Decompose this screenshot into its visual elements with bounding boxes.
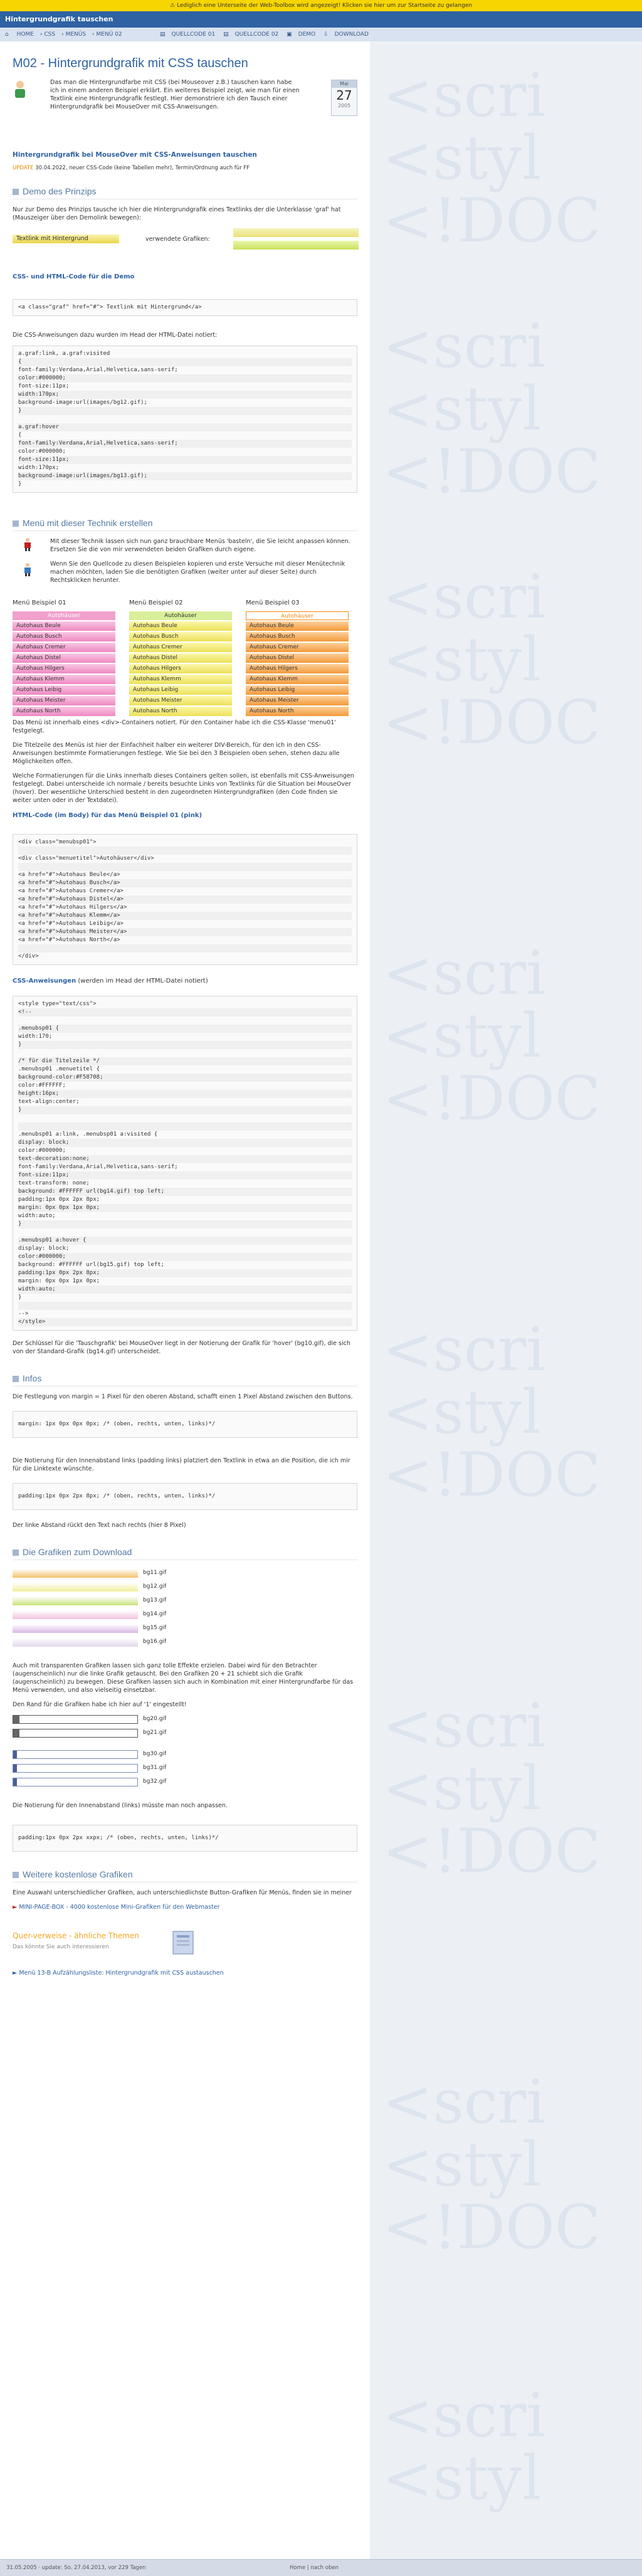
code-line: font-family:Verdana,Arial,Helvetica,sans-serif; bbox=[18, 1164, 178, 1170]
code-line: .menubsp01 a:hover { bbox=[18, 1237, 352, 1245]
dark-graphics-list bbox=[13, 1750, 357, 1789]
graphic-row bbox=[13, 1597, 357, 1608]
code-line: margin: 1px 0px 0px 0px; /* (oben, rechts, unten, links)*/ bbox=[18, 1421, 216, 1427]
graphic-swatch bbox=[13, 1569, 138, 1578]
decorative-sidebar: <scri <styl <!DOC <scri <styl <!DOC <scri <styl <!DOC <scri <styl <!DOC <scri <styl <!DOC <scri <styl <!DOC <scri <styl <!DOC <scri <styl bbox=[370, 41, 642, 2559]
code-line: a.graf:hover bbox=[18, 423, 352, 431]
main-content bbox=[0, 41, 370, 2559]
info-paragraph-1: Die Festlegung von margin = 1 Pixel für den oberen Abstand, schafft einen 1 Pixel Abstand zwischen den Buttons. bbox=[13, 1393, 353, 1400]
graphic-row bbox=[13, 1610, 357, 1622]
code-line: background: #FFFFFF url(bg14.gif) top left; bbox=[18, 1188, 352, 1196]
graphic-row bbox=[13, 1583, 357, 1594]
code-line: <a href="#">Autohaus North</a> bbox=[18, 937, 120, 943]
date-day: 27 bbox=[336, 88, 352, 103]
crumb-css[interactable]: CSS bbox=[44, 31, 56, 38]
code-line: font-family:Verdana,Arial,Helvetica,sans-serif; bbox=[18, 440, 352, 448]
menu-item[interactable]: Autohaus Klemm bbox=[13, 675, 115, 684]
download-code bbox=[13, 1825, 357, 1852]
demo-code-heading: CSS- und HTML-Code für die Demo bbox=[13, 273, 135, 280]
code-line: display: block; bbox=[18, 1245, 70, 1252]
code-line: .menubsp01 { bbox=[18, 1025, 352, 1033]
demo-textlink[interactable]: Textlink mit Hintergrund bbox=[13, 235, 119, 243]
demo-paragraph: Nur zur Demo des Prinzips tausche ich hier die Hintergrundgrafik eines Textlinks der die Unterklasse 'graf' hat (Mauszeiger über den Demolink bewegen): bbox=[13, 206, 341, 221]
home-icon: ⌂ bbox=[5, 31, 9, 38]
quellcode02-link[interactable]: QUELLCODE 02 bbox=[234, 31, 279, 38]
code-line bbox=[18, 1016, 352, 1025]
menu-example-01 bbox=[13, 599, 115, 717]
code-line: display: block; bbox=[18, 1139, 352, 1147]
mini-page-box-link[interactable]: MINI-PAGE-BOX - 4000 kostenlose Mini-Grafiken für den Webmaster bbox=[19, 1904, 220, 1911]
menu-html-code bbox=[13, 834, 357, 965]
graphic-swatch bbox=[13, 1715, 138, 1724]
code-line: background-image:url(images/bg13.gif); bbox=[18, 472, 352, 480]
page-titlebar bbox=[0, 11, 642, 28]
graphic-bg13 bbox=[233, 241, 359, 250]
code-line: color:#000000; bbox=[18, 448, 66, 455]
author-avatar-icon bbox=[13, 80, 28, 98]
graphic-swatch bbox=[13, 1597, 138, 1605]
menu-item[interactable]: Autohaus Cremer bbox=[13, 643, 115, 652]
code-line: <a href="#">Autohaus Hilgers</a> bbox=[18, 904, 127, 911]
code-line: <a class="graf" href="#"> Textlink mit Hintergrund</a> bbox=[18, 304, 202, 310]
graphic-row bbox=[13, 1750, 357, 1761]
code-line: padding:1px 0px 2px 8px; bbox=[18, 1196, 100, 1203]
graphic-swatch bbox=[13, 1638, 138, 1647]
code-line: <div class="menubsp01"> bbox=[18, 839, 97, 845]
menu-paragraph-6: Der Schlüssel für die 'Tauschgrafik' bei MouseOver liegt in der Notierung der Grafik für 'hover' (bg10.gif), die sich von der Standard-Grafik (bg14.gif) unterscheidet. bbox=[13, 1340, 350, 1355]
code-line: margin: 0px 0px 1px 0px; bbox=[18, 1204, 352, 1212]
graphic-swatch bbox=[13, 1583, 138, 1592]
code-line: .menubsp01 a:link, .menubsp01 a:visited { bbox=[18, 1131, 158, 1138]
code-line: font-size:11px; bbox=[18, 1171, 352, 1180]
demo-css-note: Die CSS-Anweisungen dazu wurden im Head der HTML-Datei notiert: bbox=[13, 332, 218, 339]
code-line: </div> bbox=[18, 953, 39, 959]
update-label: UPDATE bbox=[13, 165, 34, 171]
graphic-swatch bbox=[13, 1624, 138, 1633]
menu-example-03 bbox=[246, 599, 349, 717]
menu-paragraph-1: Mit dieser Technik lassen sich nun ganz brauchbare Menüs 'basteln', die Sie leicht anpassen können. Ersetzen Sie die von mir verwendeten beiden Grafiken durch eigene. bbox=[50, 538, 350, 553]
code-line: background-color:#F58708; bbox=[18, 1074, 352, 1082]
code-line: --> bbox=[18, 1311, 29, 1317]
menu-header: Autohäuser bbox=[129, 611, 232, 620]
menu-paragraph-2: Wenn Sie den Quellcode zu diesen Beispielen kopieren und erste Versuche mit dieser Menütechnik machen möchten, laden Sie die benötigten Grafiken (weiter unter auf dieser Seite) durch Rechtsklicken herunter. bbox=[50, 561, 345, 584]
menu-css-heading-note: (werden im Head der HTML-Datei notiert) bbox=[76, 978, 208, 984]
footer-home-link[interactable]: Home bbox=[290, 2565, 306, 2571]
menu-item[interactable]: Autohaus Beule bbox=[129, 621, 232, 631]
code-line: padding:1px 0px 2px xxpx; /* (oben, rechts, unten, links)*/ bbox=[18, 1835, 219, 1841]
date-month: Mai bbox=[332, 80, 357, 88]
footer: 31.05.2005 · update: So. 27.04.2013, vor 229 Tagen Home | nach oben bbox=[0, 2559, 642, 2576]
graphic-row bbox=[13, 1624, 357, 1635]
code-line: <a href="#">Autohaus Distel</a> bbox=[18, 895, 352, 904]
section-more-title: Weitere kostenlose Grafiken bbox=[23, 1869, 133, 1879]
download-paragraph-3: Die Notierung für den Innenabstand (links) müsste man noch anpassen. bbox=[13, 1802, 228, 1809]
code-line: font-family:Verdana,Arial,Helvetica,sans-serif; bbox=[18, 367, 178, 373]
code-line: text-decoration:none; bbox=[18, 1155, 352, 1163]
section-icon bbox=[13, 1549, 19, 1556]
code-line: width:auto; bbox=[18, 1213, 56, 1219]
menu-item[interactable]: Autohaus Cremer bbox=[246, 643, 349, 652]
menu-item[interactable]: Autohaus Leibig bbox=[246, 685, 349, 695]
code-line: <a href="#">Autohaus Cremer</a> bbox=[18, 888, 124, 894]
graphic-row bbox=[13, 1764, 357, 1775]
code-line: background-image:url(images/bg12.gif); bbox=[18, 399, 147, 406]
code-line: color:#000000; bbox=[18, 1253, 352, 1261]
code-line: width:170px; bbox=[18, 465, 60, 471]
graphic-bg12 bbox=[233, 228, 359, 237]
menu-item[interactable]: Autohaus Cremer bbox=[129, 643, 232, 652]
graphic-swatch bbox=[13, 1610, 138, 1619]
menu-paragraph-3: Das Menü ist innerhalb eines <div>-Containers notiert. Für den Container habe ich die CSS-Klasse 'menu01' festgelegt. bbox=[13, 719, 336, 734]
download-icon: ⇩ bbox=[324, 31, 329, 38]
worker-icon bbox=[23, 537, 33, 551]
menu-item[interactable]: Autohaus Klemm bbox=[246, 675, 349, 684]
menu-item[interactable]: Autohaus Beule bbox=[13, 621, 115, 631]
info-code-2 bbox=[13, 1483, 357, 1510]
menu-html-heading: HTML-Code (im Body) für das Menü Beispiel 01 (pink) bbox=[13, 812, 203, 819]
menu-header: Autohäuser bbox=[13, 611, 115, 620]
graphic-label: bg11.gif bbox=[143, 1570, 167, 1576]
demo-row bbox=[13, 228, 357, 266]
graphic-row bbox=[13, 1715, 357, 1726]
code-line: .menubsp01 .menuetitel { bbox=[18, 1066, 100, 1072]
book-icon bbox=[171, 1929, 196, 1956]
code-line bbox=[18, 1122, 352, 1131]
code-line: <!-- bbox=[18, 1008, 352, 1016]
code-icon: ▤ bbox=[160, 31, 166, 38]
menu-header: Autohäuser bbox=[246, 611, 349, 620]
graphic-label: bg20.gif bbox=[143, 1716, 167, 1722]
update-text: 30.04.2022, neuer CSS-Code (keine Tabellen mehr), Termin/Ordnung auch für FF bbox=[35, 165, 250, 171]
code-line: color:#000000; bbox=[18, 1148, 66, 1154]
section-icon bbox=[13, 520, 19, 527]
code-line: <a href="#">Autohaus Busch</a> bbox=[18, 879, 352, 887]
graphic-label: bg15.gif bbox=[143, 1625, 167, 1631]
crumb-home[interactable]: HOME bbox=[16, 31, 34, 38]
code-line: text-transform: none; bbox=[18, 1180, 90, 1186]
code-line bbox=[18, 1228, 352, 1237]
section-icon bbox=[13, 1376, 19, 1382]
page-title: M02 - Hintergrundgrafik mit CSS tauschen bbox=[13, 56, 248, 70]
section-demo-title: Demo des Prinzips bbox=[23, 186, 97, 196]
section-download-title: Die Grafiken zum Download bbox=[23, 1547, 132, 1557]
code-line bbox=[18, 1049, 352, 1057]
code-line: } bbox=[18, 481, 22, 487]
quellcode01-link[interactable]: QUELLCODE 01 bbox=[171, 31, 216, 38]
menu-item[interactable]: Autohaus Busch bbox=[246, 632, 349, 641]
graphic-row bbox=[13, 1778, 357, 1789]
crumb-menus[interactable]: MENÜS bbox=[65, 31, 87, 38]
menu-item[interactable]: Autohaus Meister bbox=[13, 696, 115, 705]
menu-paragraph-5: Welche Formatierungen für die Links innerhalb dieses Containers gelten sollen, ist ebenfalls mit CSS-Anweisungen festgelegt. Dabei unterscheide ich normale / bereits besuchte Links von Textlinks für die Situation bei MouseOver (hover). Der wesentliche Unterschied besteht in den zugeordneten Hintergrundgrafiken (den Code finden sie weiter unten oder in der Textdatei). bbox=[13, 773, 354, 804]
menu-item[interactable]: Autohaus Distel bbox=[13, 653, 115, 663]
graphic-label: bg14.gif bbox=[143, 1611, 167, 1617]
graphic-row bbox=[13, 1569, 357, 1580]
menu-item[interactable]: Autohaus North bbox=[246, 707, 349, 716]
menu-item[interactable]: Autohaus Distel bbox=[129, 653, 232, 663]
menu-item[interactable]: Autohaus North bbox=[13, 707, 115, 716]
section-icon bbox=[13, 189, 19, 195]
code-icon: ▤ bbox=[223, 31, 229, 38]
footer-top-link[interactable]: nach oben bbox=[310, 2565, 339, 2571]
section-menu-title: Menü mit dieser Technik erstellen bbox=[23, 518, 153, 528]
info-paragraph-2: Die Notierung für den Innenabstand links (padding links) platziert den Textlink in etwa an die Position, die ich mir für die Linktexte wünschte. bbox=[13, 1457, 350, 1472]
graphic-swatch bbox=[13, 1729, 138, 1738]
download-link[interactable]: DOWNLOAD bbox=[334, 31, 369, 38]
code-line: <div class="menuetitel">Autohäuser</div> bbox=[18, 855, 154, 862]
code-line: } bbox=[18, 1294, 22, 1301]
code-line: <a href="#">Autohaus Klemm</a> bbox=[18, 912, 352, 920]
arrow-icon: ► bbox=[13, 1904, 19, 1911]
more-paragraph: Eine Auswahl unterschiedlicher Grafiken, auch unterschiedlichste Button-Grafiken für Menüs, finden sie in meiner bbox=[13, 1889, 352, 1896]
graphic-swatch bbox=[13, 1764, 138, 1773]
graphic-label: bg31.gif bbox=[143, 1765, 167, 1771]
demo-html-code bbox=[13, 299, 357, 316]
info-code-1 bbox=[13, 1411, 357, 1438]
crumb-m02[interactable]: MENÜ 02 bbox=[96, 31, 122, 38]
date-year: 2005 bbox=[337, 103, 351, 108]
code-line: color:#FFFFFF; bbox=[18, 1082, 66, 1089]
menu-item[interactable]: Autohaus Meister bbox=[129, 696, 232, 705]
arrow-icon: ► bbox=[13, 1970, 19, 1977]
menu-item[interactable]: Autohaus Hilgers bbox=[246, 664, 349, 673]
menu-title: Menü Beispiel 03 bbox=[246, 599, 300, 606]
section-icon bbox=[13, 1872, 19, 1878]
code-line: text-align:center; bbox=[18, 1099, 80, 1105]
tool-icon bbox=[23, 562, 33, 576]
code-line: background: #FFFFFF url(bg15.gif) top left; bbox=[18, 1262, 164, 1268]
code-line: margin: 0px 0px 1px 0px; bbox=[18, 1278, 100, 1284]
code-line: height:16px; bbox=[18, 1090, 352, 1098]
code-line bbox=[18, 847, 352, 855]
code-line: <a href="#">Autohaus Leibig</a> bbox=[18, 921, 124, 927]
code-line: { bbox=[18, 358, 352, 366]
code-line: padding:1px 0px 2px 8px; bbox=[18, 1269, 352, 1277]
code-line: /* für die Titelzeile */ bbox=[18, 1057, 352, 1065]
demo-css-code bbox=[13, 346, 357, 493]
menu-item[interactable]: Autohaus Leibig bbox=[13, 685, 115, 695]
menu-item[interactable]: Autohaus North bbox=[129, 707, 232, 716]
code-line: <a href="#">Autohaus Meister</a> bbox=[18, 928, 352, 936]
bordered-graphics-list bbox=[13, 1715, 357, 1740]
code-line: } bbox=[18, 407, 352, 415]
graphic-label: bg13.gif bbox=[143, 1597, 167, 1603]
code-line: </style> bbox=[18, 1318, 352, 1326]
code-line: <a href="#">Autohaus Beule</a> bbox=[18, 872, 120, 878]
section-more-heading bbox=[13, 1869, 357, 1882]
menu-css-code bbox=[13, 996, 357, 1331]
graphic-row bbox=[13, 1638, 357, 1649]
code-line bbox=[18, 863, 352, 871]
code-line: } bbox=[18, 1041, 352, 1049]
graphic-swatch bbox=[13, 1778, 138, 1787]
used-graphics-label: verwendete Grafiken: bbox=[145, 236, 210, 243]
subtitle: Hintergrundgrafik bei MouseOver mit CSS-Anweisungen tauschen bbox=[13, 151, 257, 159]
menu-example-02 bbox=[129, 599, 232, 717]
cross-ref-subtitle: Das könnte Sie auch interessieren bbox=[13, 1944, 109, 1950]
demo-link[interactable]: DEMO bbox=[298, 31, 316, 38]
cross-references bbox=[13, 1929, 357, 1964]
code-line: } bbox=[18, 1106, 352, 1114]
code-line: width:170px; bbox=[18, 391, 352, 399]
download-paragraph-1: Auch mit transparenten Grafiken lassen sich ganz tolle Effekte erzielen. Dabei wird für den Betrachter (augenscheinlich) nur die linke Grafik getauscht. Bei den Grafiken 20 + 21 schiebt sich die Grafik (augenscheinlich) zu bewegen. Diese Grafiken lassen sich auch in Kombination mit einer Hintergrundfarbe für das Menü verwenden, und also vielseitig einsetzbar. bbox=[13, 1662, 354, 1694]
section-info-heading bbox=[13, 1373, 357, 1386]
section-info-title: Infos bbox=[23, 1373, 42, 1383]
menu-item[interactable]: Autohaus Beule bbox=[246, 621, 349, 631]
section-download-heading bbox=[13, 1547, 357, 1560]
code-line: <style type="text/css"> bbox=[18, 1001, 97, 1007]
menu-item[interactable]: Autohaus Klemm bbox=[129, 675, 232, 684]
graphic-label: bg30.gif bbox=[143, 1751, 167, 1757]
menu-item[interactable]: Autohaus Distel bbox=[246, 653, 349, 663]
cross-ref-title: Quer-verweise - ähnliche Themen bbox=[13, 1931, 139, 1940]
graphic-label: bg32.gif bbox=[143, 1778, 167, 1785]
graphics-list bbox=[13, 1569, 357, 1649]
intro-text: Das man die Hintergrundfarbe mit CSS (bei Mouseover z.B.) tauschen kann habe ich in einem anderen Beispiel erklärt. Ein weiteres Beispiel zeigt, wie man für einen Textlink eine Hintergrundgrafik festlegt. Hier demonstriere ich den Tausch einer Hintergrundgrafik bei MouseOver mit CSS-Anweisungen. bbox=[50, 79, 300, 110]
code-line bbox=[18, 1302, 352, 1310]
notice-bar[interactable] bbox=[0, 0, 642, 11]
code-line bbox=[18, 1114, 352, 1122]
date-badge bbox=[331, 80, 357, 116]
code-line: { bbox=[18, 432, 22, 438]
titlebar-title: Hintergrundgrafik tauschen bbox=[5, 15, 113, 23]
breadcrumb: ⌂ HOME › CSS › MENÜS › MENÜ 02 ▤ QUELLCODE 01 ▤ QUELLCODE 02 ▣ DEMO ⇩ DOWNLOAD bbox=[0, 28, 642, 42]
graphic-row bbox=[13, 1729, 357, 1740]
section-demo-heading bbox=[13, 186, 357, 199]
code-line bbox=[18, 944, 352, 953]
section-menu-heading bbox=[13, 518, 357, 531]
menu-paragraph-4: Die Titelzeile des Menüs ist hier der Einfachheit halber ein weiterer DIV-Bereich, für den ich in den CSS-Anweisungen bestimmte Formatierungen festlege. Wie Sie bei den 3 Beispielen oben sehen, stehen dazu alle Möglichkeiten offen. bbox=[13, 742, 340, 765]
info-paragraph-3: Der linke Abstand rückt den Text nach rechts (hier 8 Pixel) bbox=[13, 1522, 186, 1529]
update-note bbox=[13, 165, 357, 171]
menu-item[interactable]: Autohaus Meister bbox=[246, 696, 349, 705]
menu-item[interactable]: Autohaus Busch bbox=[13, 632, 115, 641]
demo-icon: ▣ bbox=[287, 31, 292, 38]
graphic-label: bg21.gif bbox=[143, 1729, 167, 1736]
menu-item[interactable]: Autohaus Leibig bbox=[129, 685, 232, 695]
footer-date: 31.05.2005 · update: So. 27.04.2013, vor 229 Tagen bbox=[6, 2565, 146, 2571]
code-line: padding:1px 0px 2px 8px; /* (oben, rechts, unten, links)*/ bbox=[18, 1493, 216, 1499]
menu-title: Menü Beispiel 01 bbox=[13, 599, 66, 606]
menu-examples bbox=[13, 599, 357, 714]
notice-text[interactable]: Lediglich eine Unterseite der Web-Toolbox wird angezeigt! Klicken sie hier um zur Startseite zu gelangen bbox=[176, 3, 472, 9]
code-line: width:auto; bbox=[18, 1285, 352, 1294]
code-line: font-size:11px; bbox=[18, 383, 70, 389]
graphic-swatch bbox=[13, 1750, 138, 1759]
menu-13b-link[interactable]: Menü 13-B Aufzählungsliste: Hintergrundgrafik mit CSS austauschen bbox=[19, 1970, 224, 1977]
menu-css-heading: CSS-Anweisungen bbox=[13, 978, 76, 984]
intro bbox=[13, 78, 357, 147]
code-line: font-size:11px; bbox=[18, 456, 352, 464]
code-line: width:170; bbox=[18, 1033, 53, 1040]
menu-title: Menü Beispiel 02 bbox=[129, 599, 183, 606]
graphic-label: bg16.gif bbox=[143, 1639, 167, 1645]
download-paragraph-2: Den Rand für die Grafiken habe ich hier auf '1' eingestellt! bbox=[13, 1701, 187, 1708]
graphic-label: bg12.gif bbox=[143, 1583, 167, 1590]
warning-icon: ⚠ bbox=[170, 3, 177, 9]
menu-item[interactable]: Autohaus Busch bbox=[129, 632, 232, 641]
menu-item[interactable]: Autohaus Hilgers bbox=[13, 664, 115, 673]
code-line bbox=[18, 415, 352, 423]
menu-item[interactable]: Autohaus Hilgers bbox=[129, 664, 232, 673]
code-line: a.graf:link, a.graf:visited bbox=[18, 351, 110, 357]
code-line: color:#000000; bbox=[18, 374, 352, 383]
code-line: } bbox=[18, 1220, 352, 1228]
